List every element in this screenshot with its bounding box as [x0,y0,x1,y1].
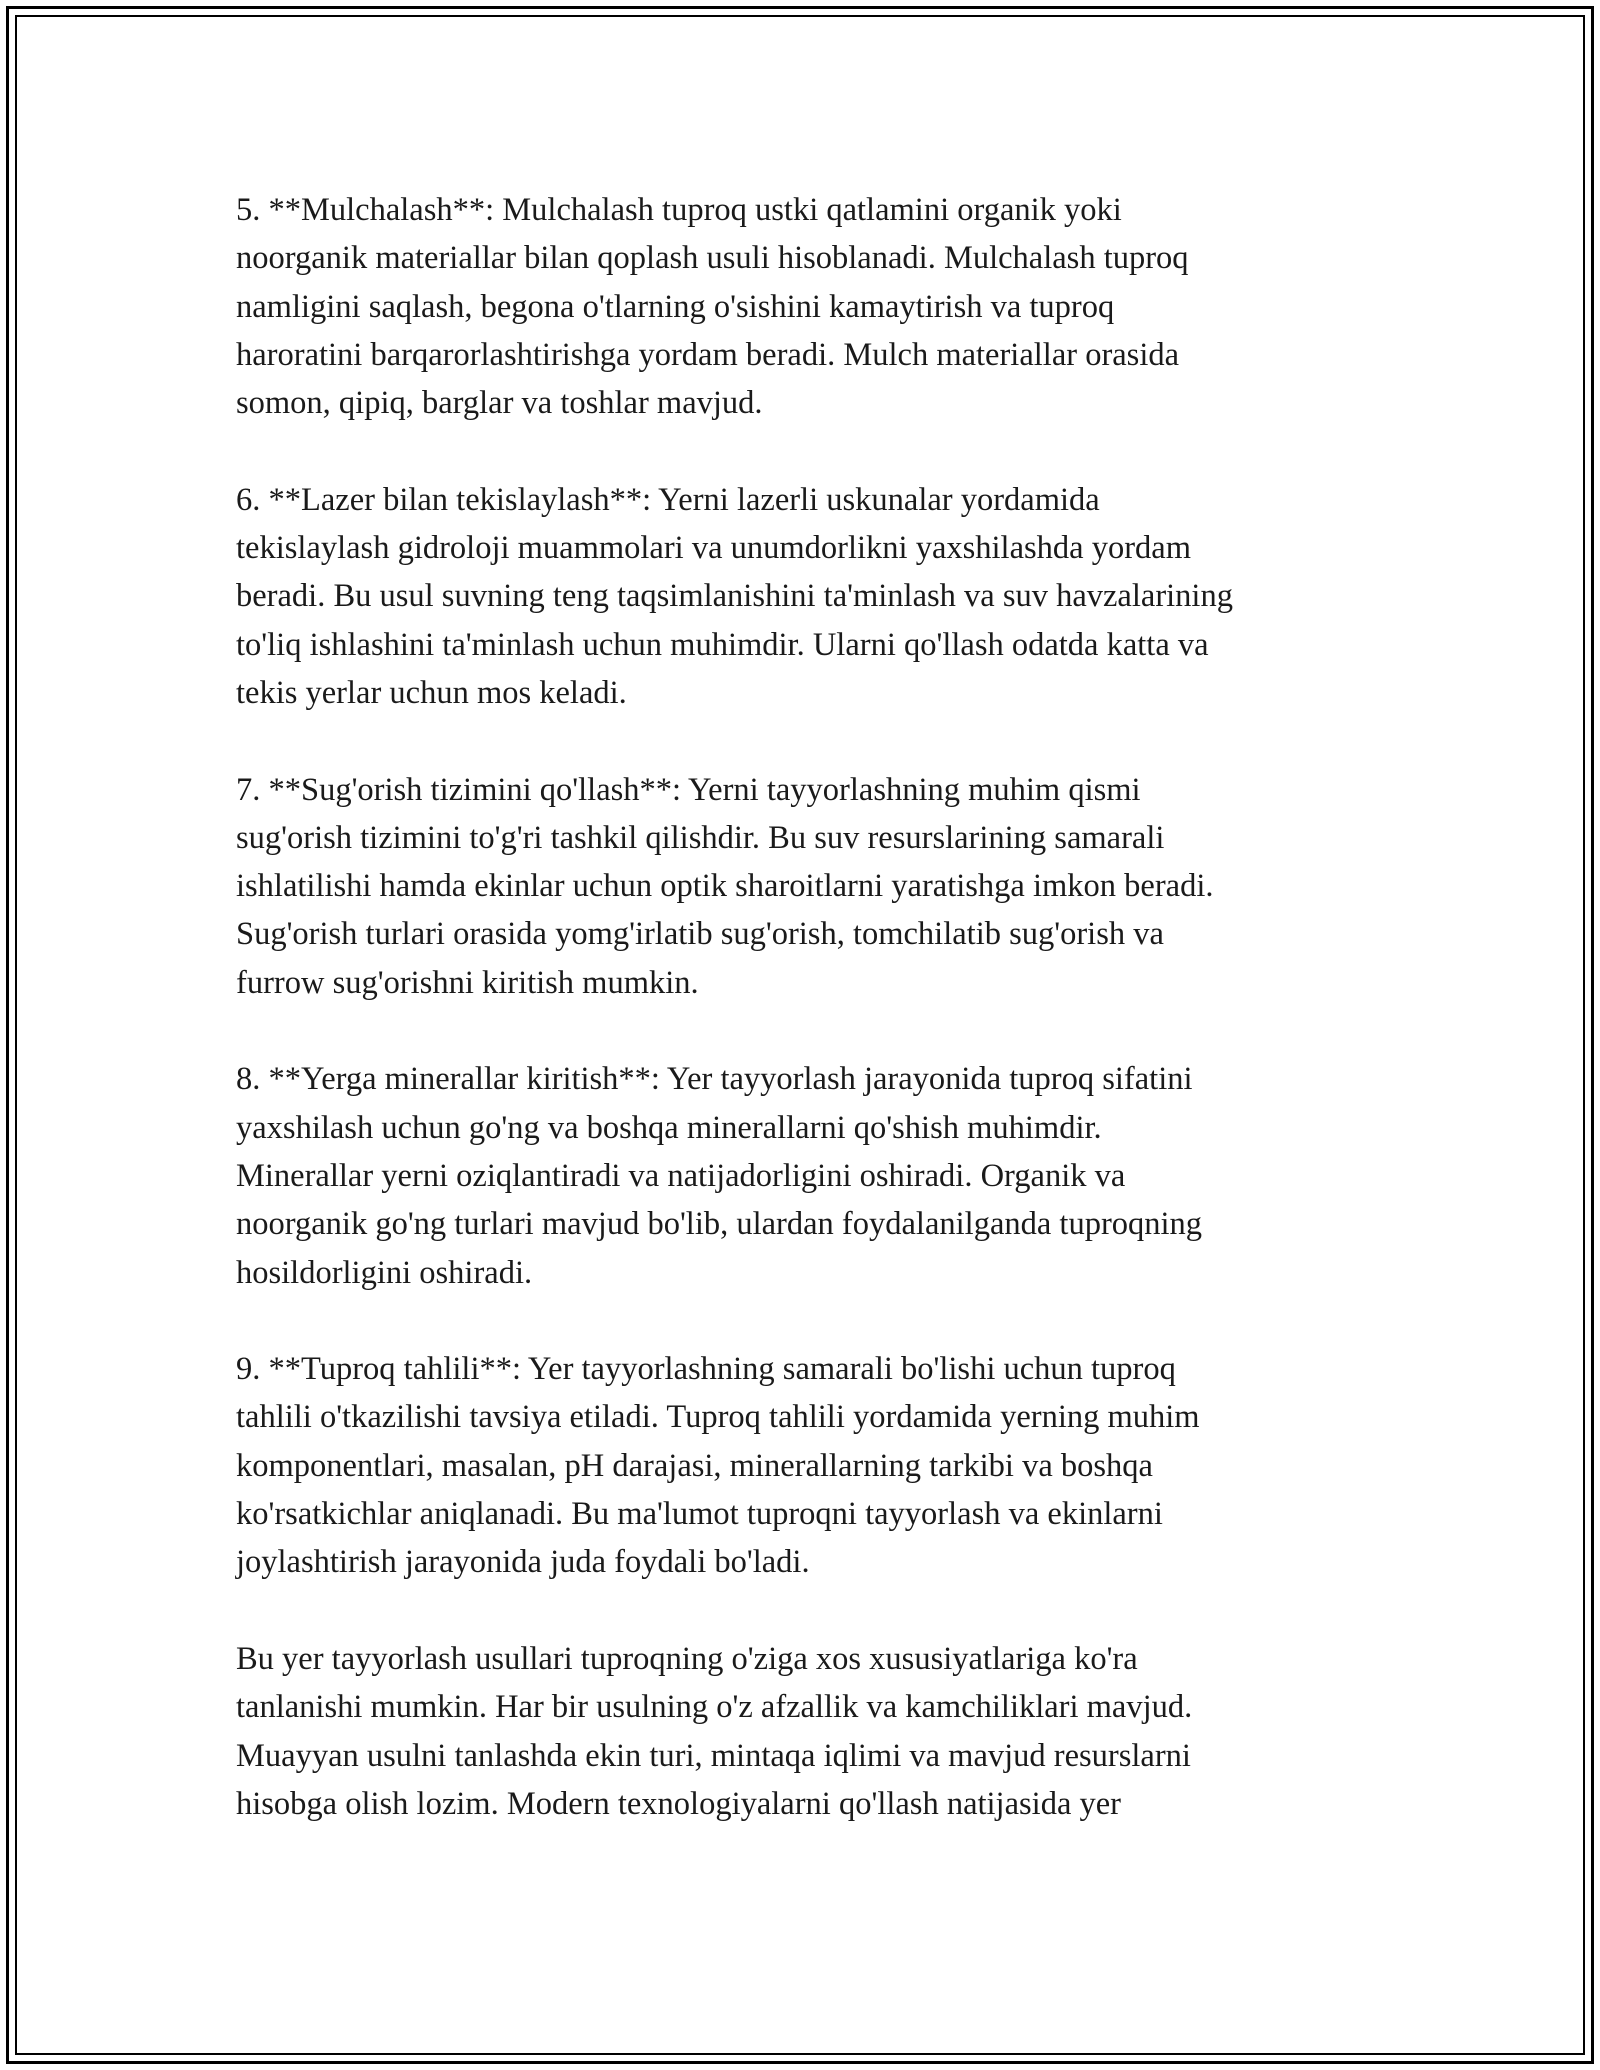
text-line: noorganik materiallar bilan qoplash usuli hisoblanadi. Mulchalash tuproq [236,240,1189,277]
paragraph-minerallar [236,1055,1366,1296]
document-body [236,186,1366,1876]
text-line: 9. **Tuproq tahlili**: Yer tayyorlashning samarali bo'lishi uchun tuproq [236,1351,1176,1388]
text-line: Minerallar yerni oziqlantiradi va natijadorligini oshiradi. Organik va [236,1157,1126,1194]
text-line: Muayyan usulni tanlashda ekin turi, mintaqa iqlimi va mavjud resurslarni [236,1737,1191,1774]
paragraph-tuproq-tahlili [236,1345,1366,1586]
paragraph-mulchalash [236,186,1366,427]
text-line: furrow sug'orishni kiritish mumkin. [236,964,699,1001]
text-line: to'liq ishlashini ta'minlash uchun muhimdir. Ularni qo'llash odatda katta va [236,626,1209,663]
text-line: sug'orish tizimini to'g'ri tashkil qilishdir. Bu suv resurslarining samarali [236,819,1165,856]
text-line: tekislaylash gidroloji muammolari va unumdorlikni yaxshilashda yordam [236,530,1191,567]
text-line: tanlanishi mumkin. Har bir usulning o'z afzallik va kamchiliklari mavjud. [236,1689,1193,1726]
text-line: joylashtirish jarayonida juda foydali bo'ladi. [236,1544,810,1581]
text-line: Bu yer tayyorlash usullari tuproqning o'ziga xos xususiyatlariga ko'ra [236,1640,1138,1677]
text-line: tekis yerlar uchun mos keladi. [236,674,627,711]
text-line: beradi. Bu usul suvning teng taqsimlanishini ta'minlash va suv havzalarining [236,578,1233,615]
text-line: yaxshilash uchun go'ng va boshqa minerallarni qo'shish muhimdir. [236,1109,1102,1146]
text-line: 6. **Lazer bilan tekislaylash**: Yerni lazerli uskunalar yordamida [236,481,1100,518]
paragraph-sugorish-tizimi [236,766,1366,1007]
text-line: somon, qipiq, barglar va toshlar mavjud. [236,385,763,422]
text-line: haroratini barqarorlashtirishga yordam beradi. Mulch materiallar orasida [236,336,1180,373]
paragraph-conclusion [236,1635,1366,1828]
text-line: 5. **Mulchalash**: Mulchalash tuproq ustki qatlamini organik yoki [236,192,1122,228]
text-line: 8. **Yerga minerallar kiritish**: Yer tayyorlash jarayonida tuproq sifatini [236,1061,1193,1098]
text-line: hosildorligini oshiradi. [236,1254,533,1291]
text-line: komponentlari, masalan, pH darajasi, minerallarning tarkibi va boshqa [236,1447,1153,1484]
text-line: noorganik go'ng turlari mavjud bo'lib, ulardan foydalanilganda tuproqning [236,1206,1203,1243]
text-line: ko'rsatkichlar aniqlanadi. Bu ma'lumot tuproqni tayyorlash va ekinlarni [236,1496,1163,1533]
text-line: 7. **Sug'orish tizimini qo'llash**: Yerni tayyorlashning muhim qismi [236,771,1141,808]
text-line: Sug'orish turlari orasida yomg'irlatib sug'orish, tomchilatib sug'orish va [236,916,1164,953]
text-line: ishlatilishi hamda ekinlar uchun optik sharoitlarni yaratishga imkon beradi. [236,868,1214,905]
text-line: namligini saqlash, begona o'tlarning o'sishini kamaytirish va tuproq [236,288,1115,325]
text-line: tahlili o'tkazilishi tavsiya etiladi. Tuproq tahlili yordamida yerning muhim [236,1399,1200,1436]
text-line: hisobga olish lozim. Modern texnologiyalarni qo'llash natijasida yer [236,1785,1121,1822]
paragraph-lazer-tekislash [236,476,1366,717]
